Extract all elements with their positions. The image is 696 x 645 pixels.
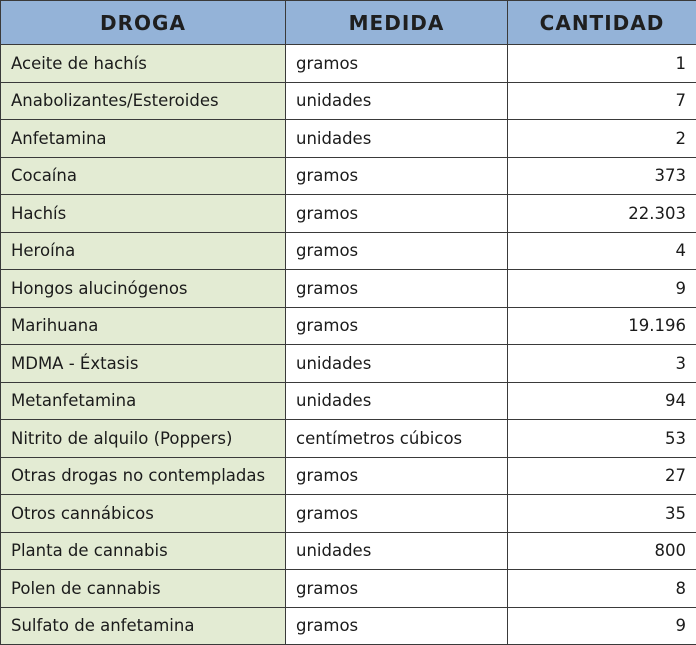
drug-cell: Polen de cannabis: [1, 570, 286, 608]
table-row: [1, 532, 696, 570]
measure-cell: gramos: [286, 607, 508, 645]
table-row: [1, 232, 696, 270]
quantity-cell: 94: [508, 382, 696, 420]
table-row: [1, 570, 696, 608]
table-row: [1, 495, 696, 533]
table-row: [1, 157, 696, 195]
table-row: [1, 420, 696, 458]
header-quantity: CANTIDAD: [508, 1, 696, 45]
drug-cell: Cocaína: [1, 157, 286, 195]
drug-cell: Otros cannábicos: [1, 495, 286, 533]
table-row: [1, 120, 696, 158]
quantity-cell: 373: [508, 157, 696, 195]
measure-cell: unidades: [286, 345, 508, 383]
table-row: [1, 345, 696, 383]
drug-cell: Marihuana: [1, 307, 286, 345]
drug-cell: Heroína: [1, 232, 286, 270]
drug-cell: Nitrito de alquilo (Poppers): [1, 420, 286, 458]
quantity-cell: 7: [508, 82, 696, 120]
table-row: [1, 82, 696, 120]
quantity-cell: 3: [508, 345, 696, 383]
table-header: [1, 1, 696, 45]
table-row: [1, 457, 696, 495]
quantity-cell: 27: [508, 457, 696, 495]
drug-cell: Metanfetamina: [1, 382, 286, 420]
measure-cell: gramos: [286, 495, 508, 533]
table-row: [1, 607, 696, 645]
header-drug: DROGA: [1, 1, 286, 45]
table-body: [1, 45, 696, 645]
drug-cell: Sulfato de anfetamina: [1, 607, 286, 645]
measure-cell: gramos: [286, 45, 508, 83]
drug-cell: Planta de cannabis: [1, 532, 286, 570]
table-row: [1, 382, 696, 420]
quantity-cell: 800: [508, 532, 696, 570]
table-row: [1, 307, 696, 345]
drug-cell: Otras drogas no contempladas: [1, 457, 286, 495]
measure-cell: unidades: [286, 120, 508, 158]
quantity-cell: 9: [508, 270, 696, 308]
quantity-cell: 9: [508, 607, 696, 645]
measure-cell: gramos: [286, 570, 508, 608]
quantity-cell: 53: [508, 420, 696, 458]
quantity-cell: 4: [508, 232, 696, 270]
measure-cell: gramos: [286, 232, 508, 270]
quantity-cell: 22.303: [508, 195, 696, 233]
measure-cell: gramos: [286, 307, 508, 345]
quantity-cell: 2: [508, 120, 696, 158]
table-row: [1, 45, 696, 83]
drug-cell: Anfetamina: [1, 120, 286, 158]
measure-cell: centímetros cúbicos: [286, 420, 508, 458]
measure-cell: unidades: [286, 532, 508, 570]
measure-cell: gramos: [286, 270, 508, 308]
quantity-cell: 8: [508, 570, 696, 608]
table-row: [1, 270, 696, 308]
quantity-cell: 19.196: [508, 307, 696, 345]
measure-cell: unidades: [286, 382, 508, 420]
header-measure: MEDIDA: [286, 1, 508, 45]
drug-cell: Anabolizantes/Esteroides: [1, 82, 286, 120]
measure-cell: gramos: [286, 457, 508, 495]
measure-cell: gramos: [286, 157, 508, 195]
header-row: [1, 1, 696, 45]
drug-cell: MDMA - Éxtasis: [1, 345, 286, 383]
table-row: [1, 195, 696, 233]
drug-cell: Hongos alucinógenos: [1, 270, 286, 308]
drug-cell: Hachís: [1, 195, 286, 233]
quantity-cell: 35: [508, 495, 696, 533]
measure-cell: gramos: [286, 195, 508, 233]
drug-cell: Aceite de hachís: [1, 45, 286, 83]
quantity-cell: 1: [508, 45, 696, 83]
measure-cell: unidades: [286, 82, 508, 120]
